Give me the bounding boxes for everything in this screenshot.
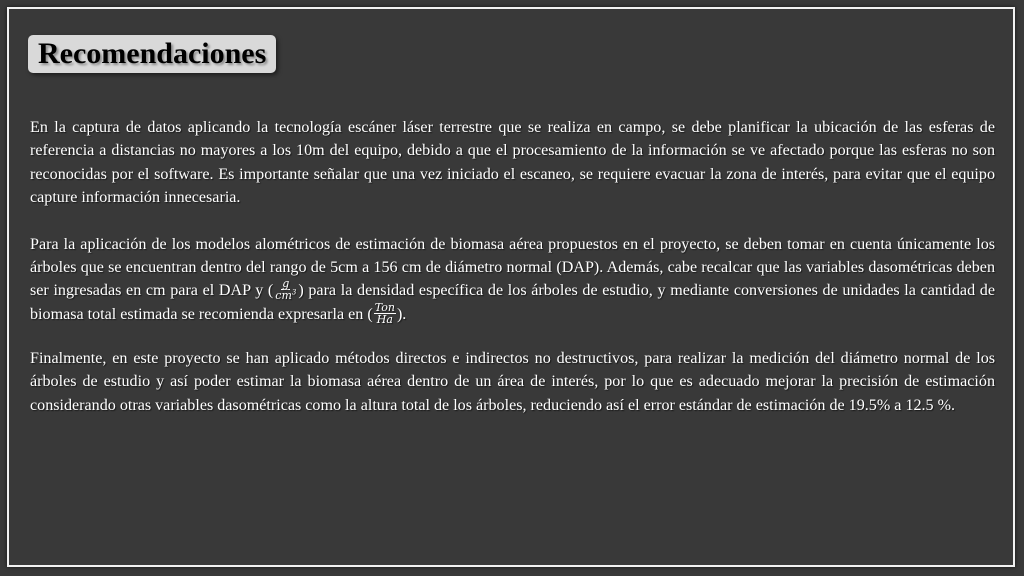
- fraction-denominator-exponent: 3: [291, 288, 297, 297]
- fraction-denominator: Ha: [376, 313, 393, 327]
- fraction-numerator: g: [282, 277, 290, 291]
- content-body: [30, 116, 995, 440]
- paragraph-2-part-3: ).: [396, 306, 407, 324]
- paragraph-3: Finalmente, en este proyecto se han aplicado métodos directos e indirectos no destructivos, para realizar la medición del diámetro normal de los árboles de estudio y así poder estimar la biomasa aérea dentro de un área de interés, por lo que es adecuado mejorar la precisión de estimación considerando otras variables dasométricas como la altura total de los árboles, reduciendo así el error estándar de estimación de 19.5% a 12.5 %.: [30, 350, 995, 414]
- title-box: [28, 35, 276, 73]
- fraction-denominator: [274, 290, 297, 301]
- fraction-ton-per-ha: [374, 302, 396, 325]
- page-title: Recomendaciones: [38, 37, 267, 70]
- paragraph-1: En la captura de datos aplicando la tecnología escáner láser terrestre que se realiza en campo, se debe planificar la ubicación de las esferas de referencia a distancias no mayores a los 10m del equipo, debido a que el procesamiento de la información se ve afectado porque las esferas no son reconocidas por el software. Es importante señalar que una vez iniciado el escaneo, se requiere evacuar la zona de interés, para evitar que el equipo capture información innecesaria.: [30, 119, 995, 207]
- paragraph-2-part-2: ) para la densidad específica de los árboles de estudio, y mediante conversiones de unidades la cantidad de biomasa total estimada se recomienda expresarla en (: [30, 282, 995, 324]
- fraction-denominator-base: cm: [275, 289, 292, 303]
- paragraph-2-part-1: Para la aplicación de los modelos alométricos de estimación de biomasa aérea propuestos en el proyecto, se deben tomar en cuenta únicamente los árboles que se encuentran dentro del rango de 5cm a 156 cm de diámetro normal (DAP). Además, cabe recalcar que las variables dasométricas deben ser ingresadas en cm para el DAP y (: [30, 235, 995, 300]
- paragraph-2: [30, 233, 995, 327]
- fraction-numerator: Ton: [374, 301, 395, 315]
- fraction-g-per-cm3: [274, 278, 297, 301]
